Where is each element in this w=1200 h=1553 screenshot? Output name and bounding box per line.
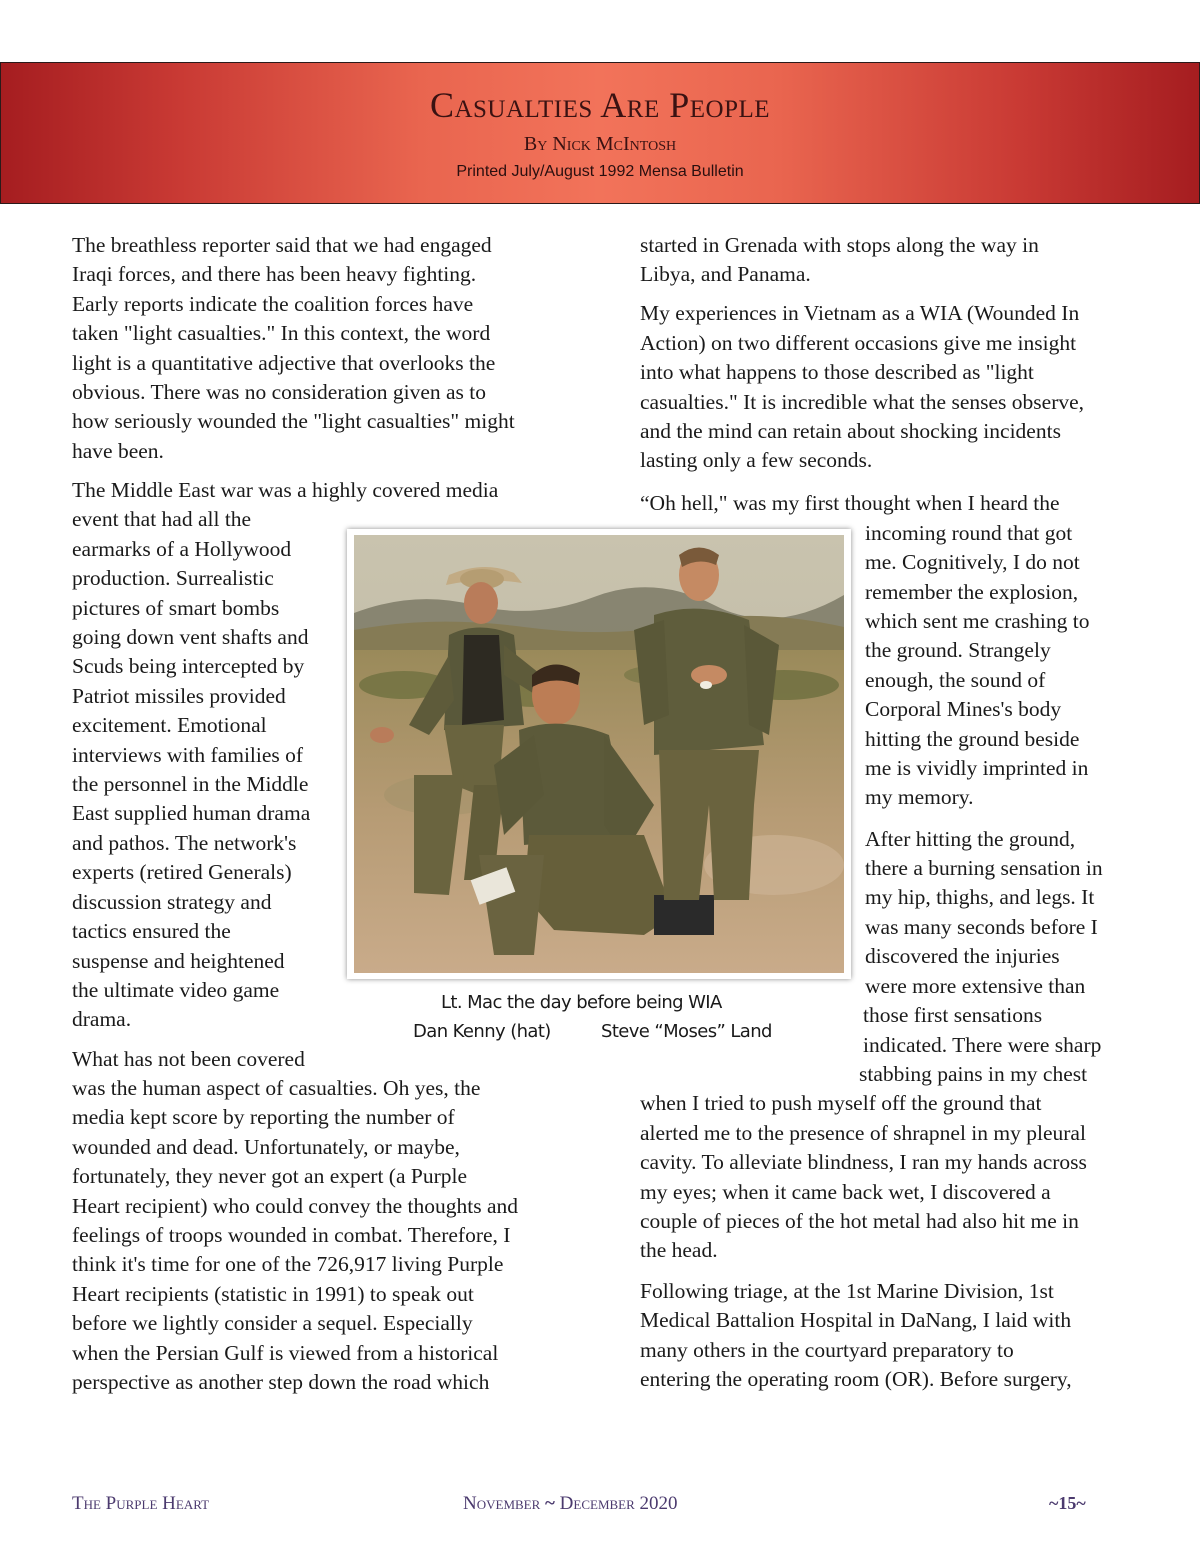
text-line: hitting the ground beside	[865, 727, 1080, 751]
text-line: Heart recipients (statistic in 1991) to speak out	[72, 1282, 474, 1306]
text-line: Iraqi forces, and there has been heavy fighting.	[72, 262, 477, 286]
text-line: me is vividly imprinted in	[865, 756, 1089, 780]
text-line: stabbing pains in my chest	[859, 1062, 1088, 1086]
text-line: how seriously wounded the "light casualties" might	[72, 409, 515, 433]
text-line: Libya, and Panama.	[640, 262, 811, 286]
soldiers-photo	[354, 535, 844, 973]
footer-issue-month2: December 2020	[559, 1493, 678, 1514]
text-line: my memory.	[865, 785, 974, 809]
footer-issue-sep: ~	[545, 1493, 555, 1514]
text-line: excitement. Emotional	[72, 713, 267, 737]
article-title: Casualties Are People	[429, 85, 771, 125]
text-line: Heart recipient) who could convey the thoughts and	[72, 1194, 518, 1218]
text-line: alerted me to the presence of shrapnel in my pleural	[640, 1121, 1086, 1145]
text-line: the ground. Strangely	[865, 638, 1051, 662]
text-line: were more extensive than	[865, 974, 1086, 998]
text-line: earmarks of a Hollywood	[72, 537, 292, 561]
text-line: cavity. To alleviate blindness, I ran my hands across	[640, 1150, 1087, 1174]
text-line: into what happens to those described as "light	[640, 360, 1034, 384]
text-line: light is a quantitative adjective that overlooks the	[72, 351, 496, 375]
text-line: discovered the injuries	[865, 944, 1060, 968]
text-line: think it's time for one of the 726,917 living Purple	[72, 1252, 504, 1276]
printed-source: Printed July/August 1992 Mensa Bulletin	[456, 163, 744, 180]
text-line: was the human aspect of casualties. Oh yes, the	[72, 1076, 481, 1100]
text-line: Early reports indicate the coalition forces have	[72, 292, 474, 316]
photo-caption-line1: Lt. Mac the day before being WIA	[441, 992, 722, 1013]
text-line: media kept score by reporting the number of	[72, 1105, 455, 1129]
photo-caption-steve: Steve “Moses” Land	[601, 1021, 772, 1042]
text-line: tactics ensured the	[72, 919, 231, 943]
footer-issue	[463, 1493, 678, 1515]
text-line: have been.	[72, 439, 164, 463]
text-line: Action) on two different occasions give me insight	[640, 331, 1077, 355]
text-line: After hitting the ground,	[865, 827, 1076, 851]
text-line: entering the operating room (OR). Before surgery,	[640, 1367, 1072, 1391]
text-line: drama.	[72, 1007, 132, 1031]
text-line: discussion strategy and	[72, 890, 272, 914]
text-line: and pathos. The network's	[72, 831, 297, 855]
text-line: obvious. There was no consideration given as to	[72, 380, 486, 404]
photo-frame	[347, 529, 851, 979]
text-line: my eyes; when it came back wet, I discovered a	[640, 1180, 1051, 1204]
photo-caption-dan: Dan Kenny (hat)	[413, 1021, 551, 1042]
text-line: My experiences in Vietnam as a WIA (Wounded In	[640, 301, 1080, 325]
text-line: when the Persian Gulf is viewed from a historical	[72, 1341, 499, 1365]
text-line: was many seconds before I	[865, 915, 1098, 939]
footer-issue-month1: November	[463, 1493, 541, 1514]
text-line: before we lightly consider a sequel. Especially	[72, 1311, 473, 1335]
text-line: The Middle East war was a highly covered media	[72, 478, 499, 502]
text-line: What has not been covered	[72, 1047, 305, 1071]
footer-page-number: ~15~	[1049, 1493, 1086, 1513]
text-line: event that had all the	[72, 507, 252, 531]
footer-publication: The Purple Heart	[72, 1493, 210, 1514]
text-line: indicated. There were sharp	[863, 1033, 1102, 1057]
text-line: me. Cognitively, I do not	[865, 550, 1080, 574]
text-line: fortunately, they never got an expert (a Purple	[72, 1164, 468, 1188]
text-line: production. Surrealistic	[72, 566, 274, 590]
text-line: which sent me crashing to	[865, 609, 1090, 633]
text-line: my hip, thighs, and legs. It	[865, 885, 1095, 909]
text-line: interviews with families of	[72, 743, 304, 767]
text-line: casualties." It is incredible what the senses observe,	[640, 390, 1085, 414]
text-line: the head.	[640, 1238, 718, 1262]
text-line: remember the explosion,	[865, 580, 1079, 604]
text-line: perspective as another step down the road which	[72, 1370, 490, 1394]
text-line: lasting only a few seconds.	[640, 448, 873, 472]
text-line: wounded and dead. Unfortunately, or maybe,	[72, 1135, 460, 1159]
text-line: experts (retired Generals)	[72, 860, 292, 884]
text-line: Patriot missiles provided	[72, 684, 286, 708]
text-line: enough, the sound of	[865, 668, 1046, 692]
text-line: when I tried to push myself off the ground that	[640, 1091, 1042, 1115]
text-line: East supplied human drama	[72, 801, 311, 825]
text-line: those first sensations	[863, 1003, 1043, 1027]
text-line: Scuds being intercepted by	[72, 654, 305, 678]
text-line: feelings of troops wounded in combat. Therefore, I	[72, 1223, 511, 1247]
text-line: going down vent shafts and	[72, 625, 309, 649]
text-line: incoming round that got	[865, 521, 1073, 545]
text-line: Medical Battalion Hospital in DaNang, I laid with	[640, 1308, 1072, 1332]
text-line: suspense and heightened	[72, 949, 285, 973]
text-line: many others in the courtyard preparatory to	[640, 1338, 1014, 1362]
text-line: the personnel in the Middle	[72, 772, 309, 796]
text-line: there a burning sensation in	[865, 856, 1103, 880]
text-line: and the mind can retain about shocking incidents	[640, 419, 1061, 443]
text-line: “Oh hell," was my first thought when I heard the	[640, 491, 1060, 515]
article-byline: By Nick McIntosh	[523, 133, 677, 155]
text-line: started in Grenada with stops along the way in	[640, 233, 1039, 257]
text-line: pictures of smart bombs	[72, 596, 280, 620]
text-line: taken "light casualties." In this context, the word	[72, 321, 491, 345]
text-line: the ultimate video game	[72, 978, 280, 1002]
text-line: Following triage, at the 1st Marine Division, 1st	[640, 1279, 1054, 1303]
text-line: couple of pieces of the hot metal had also hit me in	[640, 1209, 1079, 1233]
text-line: Corporal Mines's body	[865, 697, 1062, 721]
text-line: The breathless reporter said that we had engaged	[72, 233, 492, 257]
